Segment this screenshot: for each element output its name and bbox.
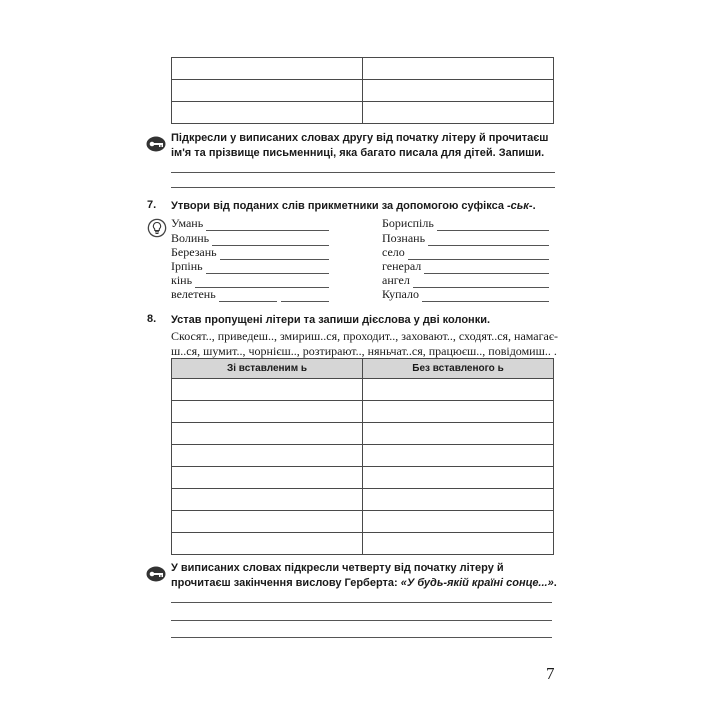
word-label: Волинь — [171, 231, 210, 245]
column-header-with-soft-sign: Зі вставленим ь — [172, 359, 363, 379]
page-number: 7 — [546, 664, 555, 683]
task-8-words-line: Скосят.., приведеш.., змириш..ся, проходит.., заховают.., сходят..ся, намагає- — [171, 329, 559, 343]
word-entry[interactable] — [171, 232, 329, 246]
answer-line[interactable] — [171, 637, 552, 638]
answer-line[interactable] — [171, 172, 555, 173]
table-cell[interactable] — [363, 445, 554, 467]
table-cell[interactable] — [172, 80, 363, 102]
word-label: генерал — [382, 259, 422, 273]
table-cell[interactable] — [172, 58, 363, 80]
table-row — [172, 511, 554, 533]
task-key2-end: . — [553, 577, 557, 589]
table-cell[interactable] — [363, 379, 554, 401]
table-row — [172, 401, 554, 423]
word-entry[interactable] — [382, 246, 549, 260]
table-row — [172, 533, 554, 555]
table-row — [172, 489, 554, 511]
task-key2-text — [171, 561, 566, 591]
task-8-number: 8. — [147, 313, 157, 325]
table-cell[interactable] — [172, 511, 363, 533]
table-header-row — [172, 359, 554, 379]
word-label: ангел — [382, 273, 410, 287]
word-entry[interactable] — [171, 217, 329, 231]
word-entry[interactable] — [382, 260, 549, 274]
table-cell[interactable] — [363, 401, 554, 423]
answer-blank[interactable] — [212, 235, 329, 246]
table-cell[interactable] — [363, 489, 554, 511]
word-label: Ірпінь — [171, 259, 203, 273]
column-header-without-soft-sign: Без вставленого ь — [363, 359, 554, 379]
answer-blank[interactable] — [408, 249, 549, 260]
word-label: Купало — [382, 287, 419, 301]
table-cell[interactable] — [172, 489, 363, 511]
word-entry[interactable] — [171, 246, 329, 260]
word-entry[interactable] — [382, 232, 549, 246]
table-row — [172, 80, 554, 102]
table-cell[interactable] — [363, 102, 554, 124]
word-label: кінь — [171, 273, 193, 287]
word-entry[interactable] — [382, 274, 549, 288]
key-icon — [146, 566, 166, 582]
answer-line[interactable] — [171, 187, 555, 188]
word-label: велетень — [171, 287, 216, 301]
answer-blank[interactable] — [206, 263, 329, 274]
table-cell[interactable] — [172, 445, 363, 467]
lightbulb-icon — [147, 218, 167, 238]
task-7-instruction-end: . — [532, 200, 536, 212]
task-8-words-line: ш..ся, шумит.., чорнієш.., розтирают.., няньчат..ся, працюєш.., повідомиш.. . — [171, 344, 557, 358]
table-cell[interactable] — [363, 467, 554, 489]
word-label: Бориспіль — [382, 216, 434, 230]
task-8-instruction: Устав пропущені літери та запиши дієслова у дві колонки. — [171, 314, 491, 326]
task-7-suffix: -ськ- — [507, 200, 533, 212]
table-cell[interactable] — [363, 533, 554, 555]
top-table — [171, 57, 554, 124]
answer-blank[interactable] — [413, 277, 549, 288]
task-7-number: 7. — [147, 199, 157, 211]
word-label: село — [382, 245, 405, 259]
table-row — [172, 423, 554, 445]
table-cell[interactable] — [172, 401, 363, 423]
answer-line[interactable] — [171, 602, 552, 603]
answer-blank[interactable] — [220, 249, 329, 260]
table-cell[interactable] — [172, 379, 363, 401]
word-label: Умань — [171, 216, 204, 230]
table-cell[interactable] — [172, 102, 363, 124]
word-label: Познань — [382, 231, 426, 245]
table-row — [172, 445, 554, 467]
answer-blank[interactable] — [422, 291, 549, 302]
word-label: Березань — [171, 245, 217, 259]
answer-blank[interactable] — [437, 220, 549, 231]
task-7-instruction-text: Утвори від поданих слів прикметники за допомогою суфікса — [171, 200, 507, 212]
word-entry[interactable] — [171, 260, 329, 274]
task-8-words — [171, 329, 559, 359]
word-entry[interactable] — [382, 217, 549, 231]
answer-blank[interactable] — [206, 220, 329, 231]
answer-blank[interactable] — [219, 291, 277, 302]
answer-line[interactable] — [171, 620, 552, 621]
answer-blank[interactable] — [281, 291, 329, 302]
verbs-table — [171, 358, 554, 555]
table-row — [172, 379, 554, 401]
table-cell[interactable] — [363, 423, 554, 445]
table-cell[interactable] — [172, 533, 363, 555]
table-cell[interactable] — [363, 58, 554, 80]
table-row — [172, 58, 554, 80]
task-key2-main: У виписаних словах підкресли четверту від початку літеру й прочитаєш закінчення вислову Герберта: — [171, 562, 504, 589]
word-entry[interactable] — [171, 288, 329, 302]
word-entry[interactable] — [382, 288, 549, 302]
answer-blank[interactable] — [428, 235, 549, 246]
table-cell[interactable] — [363, 80, 554, 102]
task-key1-text: Підкресли у виписаних словах другу від початку літеру й прочитаєш ім'я та прізвище письменниці, яка багато писала для дітей. Запиши. — [171, 132, 549, 159]
answer-blank[interactable] — [424, 263, 549, 274]
word-entry[interactable] — [171, 274, 329, 288]
table-cell[interactable] — [172, 423, 363, 445]
table-row — [172, 467, 554, 489]
task-key2-quote: «У будь-якій країні сонце...» — [400, 577, 554, 589]
task-7-instruction — [171, 199, 566, 214]
table-cell[interactable] — [172, 467, 363, 489]
key-icon — [146, 136, 166, 152]
table-cell[interactable] — [363, 511, 554, 533]
table-row — [172, 102, 554, 124]
